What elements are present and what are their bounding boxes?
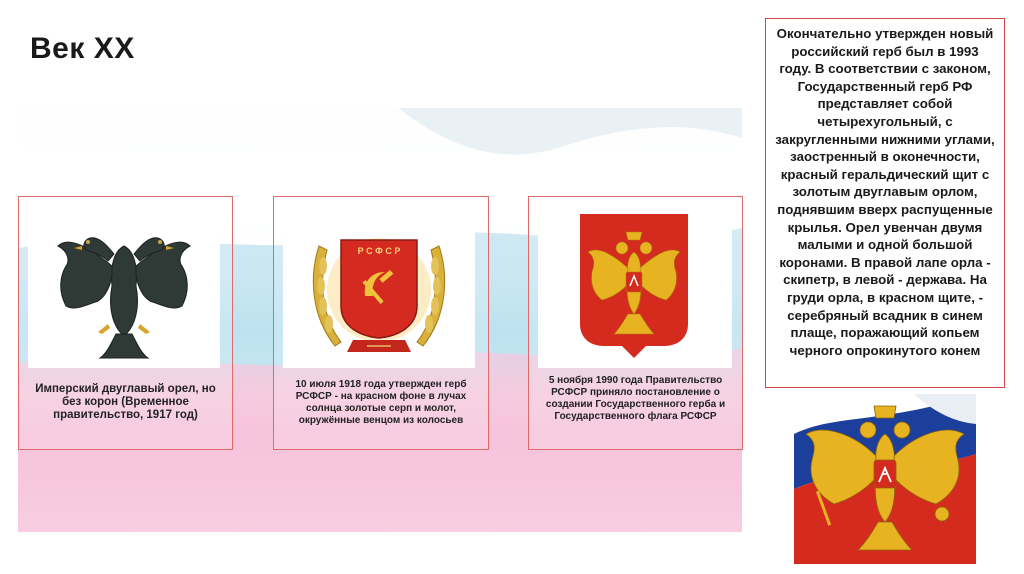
card-caption: Имперский двуглавый орел, но без корон (Временное правительство, 1917 год) [35, 383, 216, 421]
card-rsfsr-1990 [528, 196, 743, 450]
card-caption: 5 ноября 1990 года Правительство РСФСР приняло постановление о создании Государственного герба и Государственного флага РСФСР [545, 375, 726, 422]
coat-of-arms-on-flag-icon [794, 394, 976, 564]
slide-title: Век XX [30, 32, 135, 65]
black-double-headed-eagle-icon [28, 206, 220, 368]
card-caption: 10 июля 1918 года утвержден герб РСФСР - на красном фоне в лучах солнца золотые серп и молот, окружённые венцом из колосьев [295, 379, 467, 426]
card-provisional-government [18, 196, 233, 450]
description-text: Окончательно утвержден новый российский герб был в 1993 году. В соответствии с законом, Государственный герб РФ представляет собой четырехугольный, с закругленными нижними углами, заостренный в оконечности, красный геральдический щит с золотым двуглавым орлом, поднявшим вверх распущенные крылья. Орел увенчан двумя малыми и одной большой коронами. В правой лапе орла - скипетр, в левой - держава. На груди орла, в красном щите, - серебряный всадник в синем плаще, поражающий копьем черного опрокинутого конем [775, 26, 995, 358]
emblem-letters: Р С Ф С Р [357, 246, 401, 256]
red-shield-golden-eagle-icon [538, 206, 732, 368]
card-rsfsr-1918 [273, 196, 489, 450]
rsfsr-emblem-icon [283, 206, 475, 368]
description-box [765, 18, 1005, 388]
